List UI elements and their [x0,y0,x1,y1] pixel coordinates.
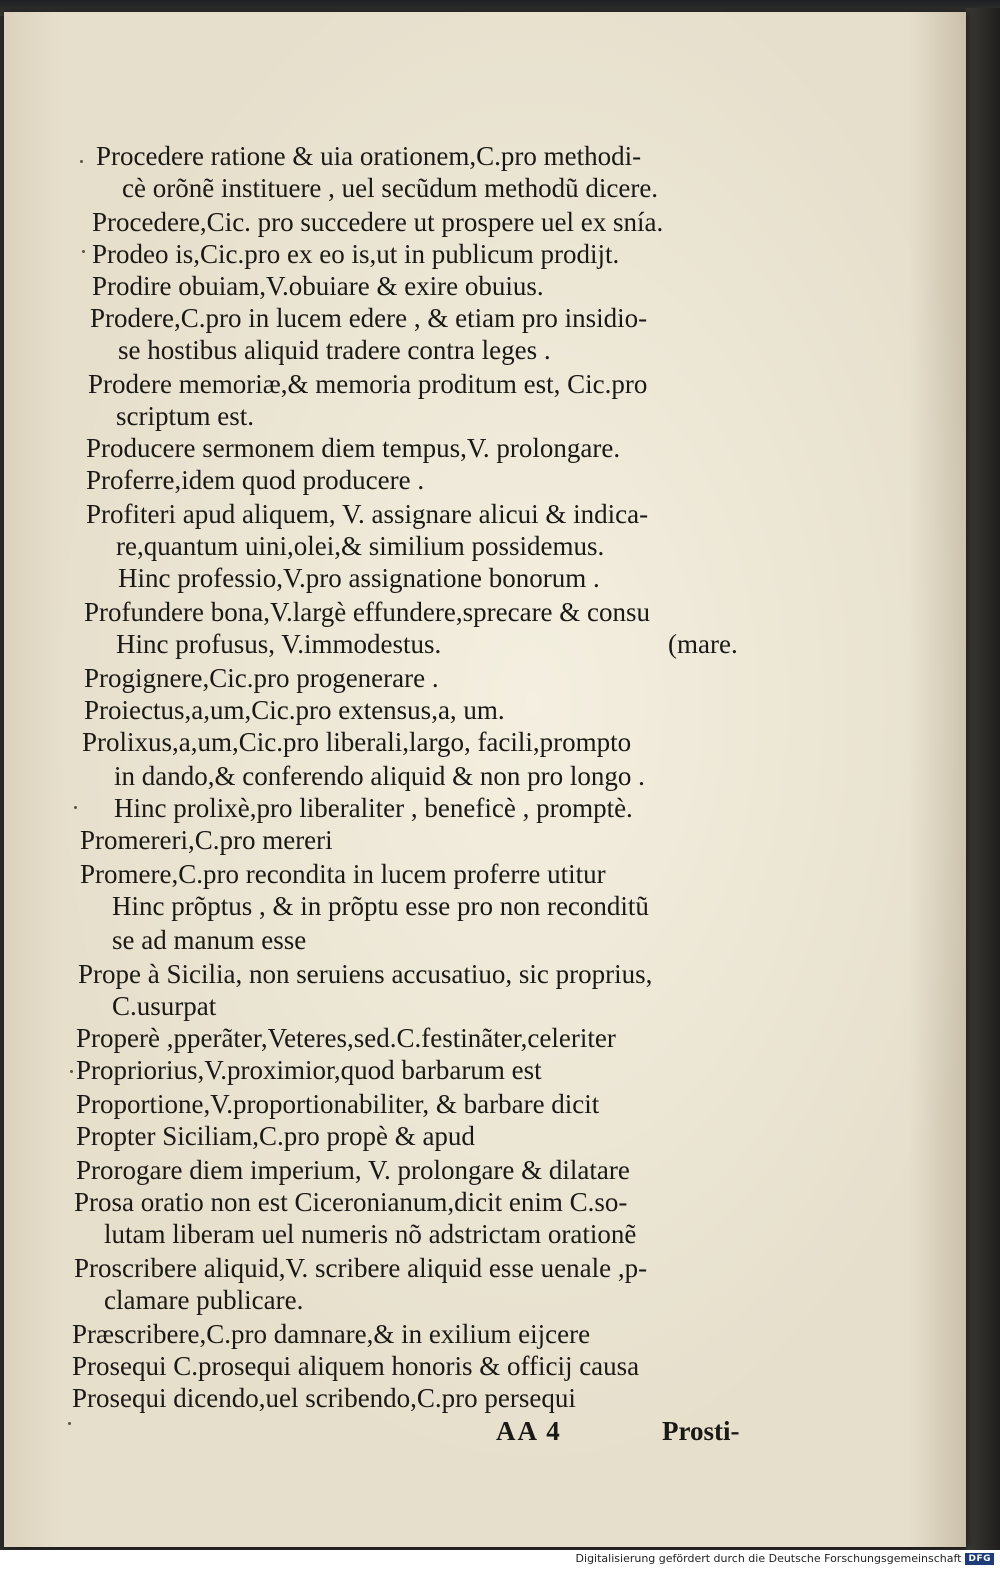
text-line: Prosa oratio non est Ciceronianum,dicit enim C.so- [74,1187,628,1217]
text-line: in dando,& conferendo aliquid & non pro longo . [114,761,645,791]
text-line: Prodeo is,Cic.pro ex eo is,ut in publicum prodijt. [92,239,620,269]
text-line: Proscribere aliquid,V. scribere aliquid esse uenale ,p- [74,1253,648,1283]
text-line: se ad manum esse [112,925,307,955]
text-line: Propter Siciliam,C.pro propè & apud [76,1121,475,1151]
text-line: Profiteri apud aliquem, V. assignare alicui & indica- [86,499,649,529]
ink-speck [82,250,85,253]
text-line: Procedere ratione & uia orationem,C.pro methodi- [96,141,642,171]
text-line: se hostibus aliquid tradere contra leges . [118,335,551,365]
text-line: Prodire obuiam,V.obuiare & exire obuius. [92,271,544,301]
text-line: Promere,C.pro recondita in lucem proferre utitur [80,859,606,889]
footer-credit [576,1552,994,1565]
text-line: Procedere,Cic. pro succedere ut prospere uel ex snía. [92,207,664,237]
text-line: clamare publicare. [104,1285,304,1315]
text-line: scriptum est. [116,401,254,431]
text-line: Prorogare diem imperium, V. prolongare & dilatare [76,1155,630,1185]
text-line: Properè ,pperãter,Veteres,sed.C.festinãter,celeriter [76,1023,616,1053]
text-line: Prope à Sicilia, non seruiens accusatiuo, sic proprius, [78,959,653,989]
text-line: (mare. [668,629,738,659]
footer-credit-text: Digitalisierung gefördert durch die Deutsche Forschungsgemeinschaft [575,1552,962,1565]
text-line: Proportione,V.proportionabiliter, & barbare dicit [76,1089,600,1119]
text-line: Prosequi C.prosequi aliquem honoris & officij causa [72,1351,640,1381]
text-line: C.usurpat [112,991,217,1021]
signature-mark: AA 4 [496,1416,562,1446]
right-binding-edge [966,8,1000,1553]
text-line: Præscribere,C.pro damnare,& in exilium eijcere [72,1319,591,1349]
text-line: Hinc profusus, V.immodestus. [116,629,442,659]
ink-speck [68,1422,71,1425]
text-line: Hinc prõptus , & in prõptu esse pro non reconditũ [112,891,649,921]
text-line: lutam liberam uel numeris nõ adstrictam orationẽ [104,1219,637,1249]
ink-speck [80,160,83,163]
text-line: Propriorius,V.proximior,quod barbarum est [76,1055,542,1085]
text-line: Progignere,Cic.pro progenerare . [84,663,439,693]
text-line: Prosequi dicendo,uel scribendo,C.pro persequi [72,1383,576,1413]
text-line: Prolixus,a,um,Cic.pro liberali,largo, facili,prompto [82,727,632,757]
dfg-logo: DFG [965,1553,994,1565]
text-line: Proiectus,a,um,Cic.pro extensus,a, um. [84,695,505,725]
ink-speck [70,1070,73,1073]
ink-speck [74,806,77,809]
text-line: Profundere bona,V.largè effundere,sprecare & consu [84,597,651,627]
text-line: Prodere memoriæ,& memoria proditum est, Cic.pro [88,369,648,399]
page-text [4,12,966,1547]
text-line: re,quantum uini,olei,& similium possidemus. [116,531,605,561]
text-line: Hinc prolixè,pro liberaliter , beneficè , promptè. [114,793,633,823]
text-line: Promereri,C.pro mereri [80,825,333,855]
text-line: Proferre,idem quod producere . [86,465,425,495]
text-line: Producere sermonem diem tempus,V. prolongare. [86,433,621,463]
text-line: Hinc professio,V.pro assignatione bonorum . [118,563,600,593]
text-line: cè orõnẽ instituere , uel secũdum methodũ dicere. [122,173,659,203]
catchword: Prosti- [662,1416,740,1446]
book-page [4,12,966,1547]
text-line: Prodere,C.pro in lucem edere , & etiam pro insidio- [90,303,648,333]
